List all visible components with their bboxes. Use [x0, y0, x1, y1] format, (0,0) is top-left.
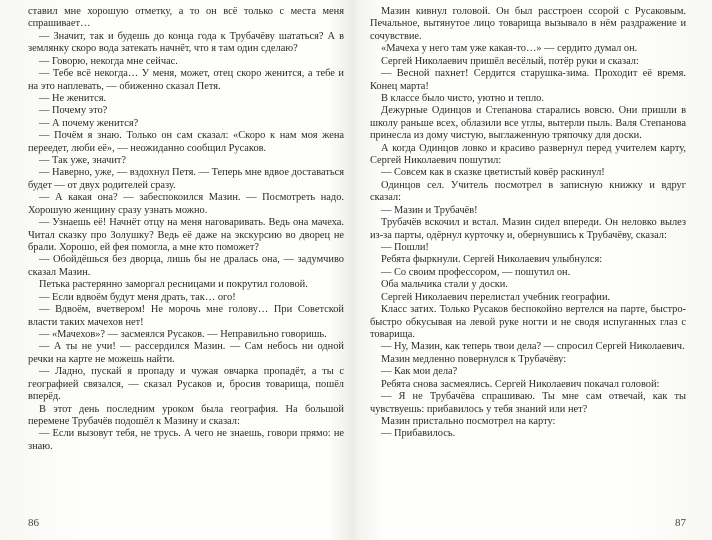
- paragraph: В этот день последним уроком была география. На большой перемене Трубачёв подошёл к Мазину и сказал:: [28, 403, 344, 427]
- paragraph: — А ты не учи! — рассердился Мазин. — Сам небось ни одной речки на карте не можешь найти.: [28, 341, 344, 365]
- paragraph: — Обойдёшься без дворца, лишь бы не дралась она, — задумчиво сказал Мазин.: [28, 254, 344, 278]
- paragraph: — Почему это?: [39, 105, 108, 117]
- paragraph: — Наверно, уже, — вздохнул Петя. — Теперь мне вдвое доставаться будет — от двух родителей сразу.: [28, 167, 344, 191]
- paragraph: — Не женится.: [39, 92, 107, 104]
- paragraph: «Мачеха у него там уже какая-то…» — сердито думал он.: [381, 43, 638, 55]
- paragraph: — Прибавилось.: [381, 428, 456, 440]
- paragraph: Одинцов сел. Учитель посмотрел в записную книжку и вдруг сказал:: [370, 179, 686, 204]
- paragraph: — Если вдвоём будут меня драть, так… ого!: [39, 291, 236, 303]
- paragraph: — Тебе всё некогда… У меня, может, отец скоро женится, а тебе и на это наплевать, — обиженно сказал Петя.: [28, 68, 344, 92]
- page-number: 87: [675, 517, 686, 529]
- paragraph: — Узнаешь её! Начнёт отцу на меня наговаривать. Ведь она мачеха. Читал сказку про Золушку? Ведь её даже на экскурсию во дворец не брали. Хорошо, ей фея помогла, а мне кто поможет?: [28, 217, 344, 254]
- paragraph: — Совсем как в сказке цветистый ковёр раскинул!: [381, 167, 605, 179]
- paragraph: — А почему женится?: [39, 117, 139, 129]
- paragraph: ставил мне хорошую отметку, а то он всё только с места меня спрашивает…: [28, 6, 344, 30]
- paragraph: — Ладно, пускай я пропаду и чужая овчарка пропадёт, а ты с географией связался, — сказал Русаков и, бросив товарища, пошёл вперёд.: [28, 366, 344, 403]
- paragraph: — Пошли!: [381, 242, 429, 254]
- paragraph: Оба мальчика стали у доски.: [381, 279, 508, 291]
- paragraph: — Мазин и Трубачёв!: [381, 204, 478, 216]
- paragraph: Сергей Николаевич пришёл весёлый, потёр руки и сказал:: [381, 55, 639, 67]
- paragraph: А когда Одинцов ловко и красиво развернул перед учителем карту, Сергей Николаевич пошутил:: [370, 142, 686, 167]
- paragraph: — Со своим профессором, — пошутил он.: [381, 266, 571, 278]
- paragraph: — Я не Трубачёва спрашиваю. Ты мне сам отвечай, как ты чувствуешь: прибавилось у тебя знаний или нет?: [370, 391, 686, 415]
- paragraph: — Почём я знаю. Только он сам сказал: «Скоро к нам моя жена переедет, люби её», — неожиданно сообщил Русаков.: [28, 130, 344, 154]
- paragraph: — Ну, Мазин, как теперь твои дела? — спросил Сергей Николаевич.: [381, 341, 685, 353]
- paragraph: — Весной пахнет! Сердится старушка-зима. Проходит её время. Конец марта!: [370, 68, 686, 92]
- paragraph: — Если вызовут тебя, не трусь. А чего не знаешь, говори прямо: не знаю.: [28, 428, 344, 452]
- paragraph: — Значит, так и будешь до конца года к Трубачёву шататься? А в землянку скоро вода затекать начнёт, что я там один сделаю?: [28, 30, 344, 55]
- paragraph: Ребята фыркнули. Сергей Николаевич улыбнулся:: [381, 254, 603, 266]
- paragraph: — Вдвоём, вчетвером! Не морочь мне голову… При Советской власти таких мачехов нет!: [28, 304, 344, 328]
- paragraph: В классе было чисто, уютно и тепло.: [381, 92, 544, 104]
- paragraph: — Говорю, некогда мне сейчас.: [39, 55, 178, 67]
- paragraph: Мазин медленно повернулся к Трубачёву:: [381, 353, 567, 365]
- left-page: [28, 6, 344, 540]
- right-page: [370, 6, 686, 540]
- paragraph: — «Мачехов»? — засмеялся Русаков. — Неправильно говоришь.: [39, 328, 327, 340]
- paragraph: — А какая она? — забеспокоился Мазин. — Посмотреть надо. Хорошую женщину сразу узнать можно.: [28, 192, 344, 216]
- paragraph: — Как мои дела?: [381, 366, 458, 378]
- paragraph: Трубачёв вскочил и встал. Мазин сидел впереди. Он неловко вылез из-за парты, одёрнул курточку и, обернувшись к Трубачёву, сказал:: [370, 217, 686, 241]
- paragraph: Мазин кивнул головой. Он был расстроен ссорой с Русаковым. Печальное, вытянутое лицо товарища вызывало в нём раздражение и сочувствие.: [370, 6, 686, 42]
- paragraph: Дежурные Одинцов и Степанова старались вовсю. Они пришли в школу раньше всех, облазили все углы, вытерли пыль. Валя Степанова принесла из дому чистую, выглаженную тряпочку для доски.: [370, 105, 686, 142]
- paragraph: Мазин пристально посмотрел на карту:: [381, 415, 556, 427]
- paragraph: Класс затих. Только Русаков беспокойно вертелся на парте, быстро-быстро обкусывая на левой руке ногти и не сводя испуганных глаз с товарища.: [370, 304, 686, 340]
- paragraph: Петька растерянно заморгал ресницами и покрутил головой.: [39, 279, 308, 291]
- page-number: 86: [28, 517, 39, 529]
- paragraph: Ребята снова засмеялись. Сергей Николаевич покачал головой:: [381, 378, 660, 390]
- paragraph: Сергей Николаевич перелистал учебник географии.: [381, 291, 611, 303]
- right-page-text: [370, 6, 686, 441]
- left-page-text: [28, 6, 344, 453]
- paragraph: — Так уже, значит?: [39, 155, 127, 167]
